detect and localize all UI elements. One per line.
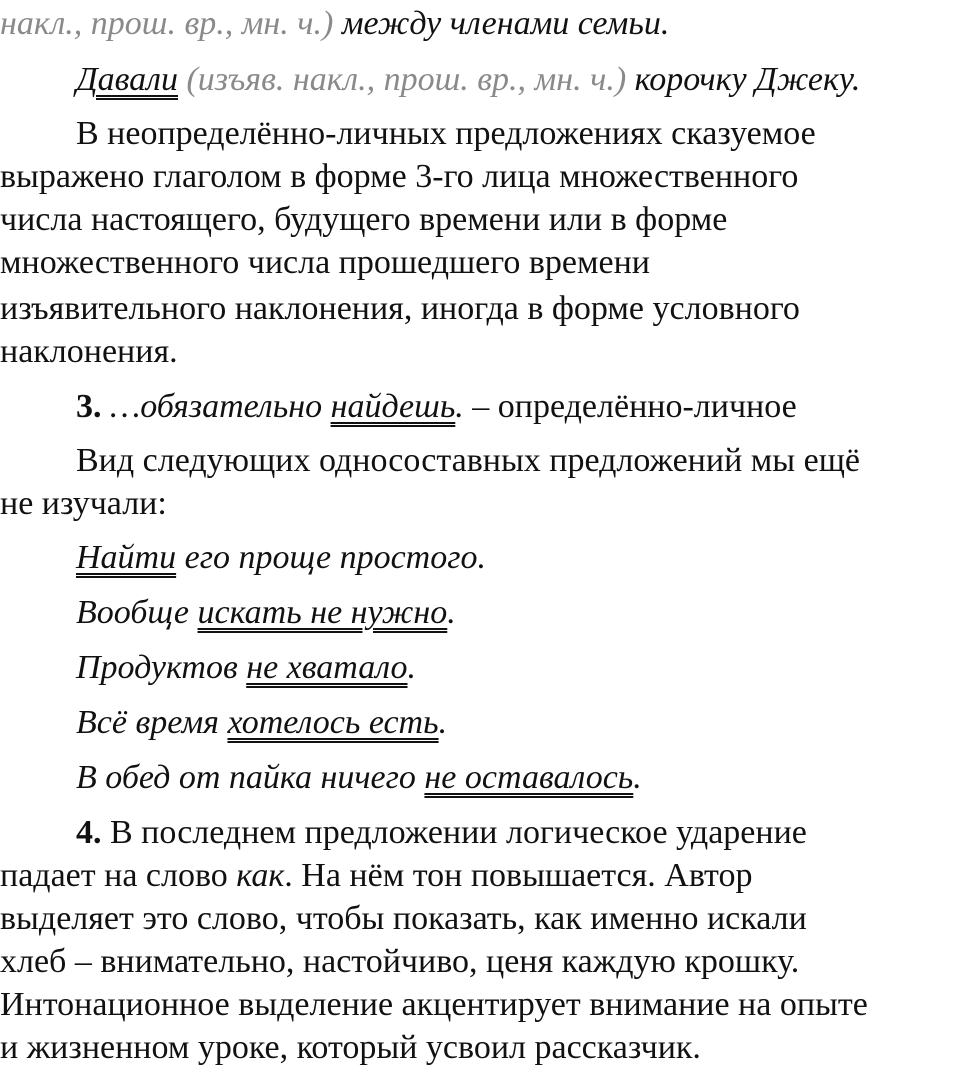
paragraph-line: изъявительного наклонения, иногда в форме условного	[0, 290, 800, 327]
paragraph-line	[0, 856, 752, 896]
item-number: 4.	[76, 814, 102, 851]
example-text: корочку Джеку.	[634, 61, 861, 98]
paragraph-line: не изучали:	[0, 485, 167, 522]
emphasized-word: как	[236, 857, 285, 894]
paragraph-line: множественного числа прошедшего времени	[0, 244, 651, 281]
paragraph-line: хлеб – внимательно, настойчиво, ценя каждую крошку.	[0, 943, 800, 980]
paragraph-line	[76, 813, 807, 853]
paragraph-line: Интонационное выделение акцентирует внимание на опыте	[0, 986, 868, 1023]
paragraph-line: наклонения.	[0, 333, 178, 370]
predicate: не оставалось	[424, 759, 634, 796]
predicate: Давали	[76, 61, 178, 98]
predicate: Найти	[76, 539, 177, 576]
predicate: искать не нужно	[197, 594, 448, 631]
paragraph-line: Вид следующих односоставных предложений мы ещё	[76, 442, 860, 479]
example-text: Продуктов	[76, 649, 247, 686]
paragraph-line: выражено глаголом в форме 3-го лица множественного	[0, 158, 799, 195]
paragraph-text: падает на слово	[0, 857, 237, 894]
paragraph-line: и жизненном уроке, который усвоил рассказчик.	[0, 1029, 701, 1066]
paragraph-line: выделяет это слово, чтобы показать, как именно искали	[0, 900, 807, 937]
example-sentence	[76, 703, 447, 743]
paragraph-line: В неопределённо-личных предложениях сказуемое	[76, 115, 816, 152]
example-text: Вообще	[76, 594, 198, 631]
period: .	[455, 388, 464, 425]
grammar-note: (изъяв. накл., прош. вр., мн. ч.)	[177, 61, 635, 98]
example-sentence	[76, 593, 456, 633]
example-text: .	[407, 649, 417, 686]
example-sentence	[76, 758, 642, 798]
paragraph-text: . На нём тон повышается. Автор	[284, 857, 753, 894]
example-text: …обязательно	[101, 388, 331, 425]
example-text: .	[438, 704, 448, 741]
predicate: хотелось есть	[227, 704, 439, 741]
predicate: не хватало	[246, 649, 408, 686]
example-sentence	[76, 538, 486, 578]
example-text: Всё время	[76, 704, 228, 741]
item-3-line	[76, 387, 797, 427]
item-number: 3.	[76, 388, 102, 425]
sentence-type: – определённо-личное	[463, 388, 797, 425]
paragraph-line: числа настоящего, будущего времени или в форме	[0, 201, 728, 238]
example-text: В обед от пайка ничего	[76, 759, 425, 796]
example-text: .	[447, 594, 456, 631]
paragraph-text: В последнем предложении логическое ударение	[101, 814, 807, 851]
example-text: .	[633, 759, 642, 796]
example-text: его проще простого.	[176, 539, 486, 576]
example-text: между членами семьи.	[333, 5, 670, 42]
example-sentence	[76, 648, 416, 688]
grammar-note: накл., прош. вр., мн. ч.)	[0, 5, 334, 42]
predicate: найдешь	[330, 388, 456, 425]
example-davali-line	[76, 60, 860, 100]
top-example-line	[0, 4, 669, 44]
